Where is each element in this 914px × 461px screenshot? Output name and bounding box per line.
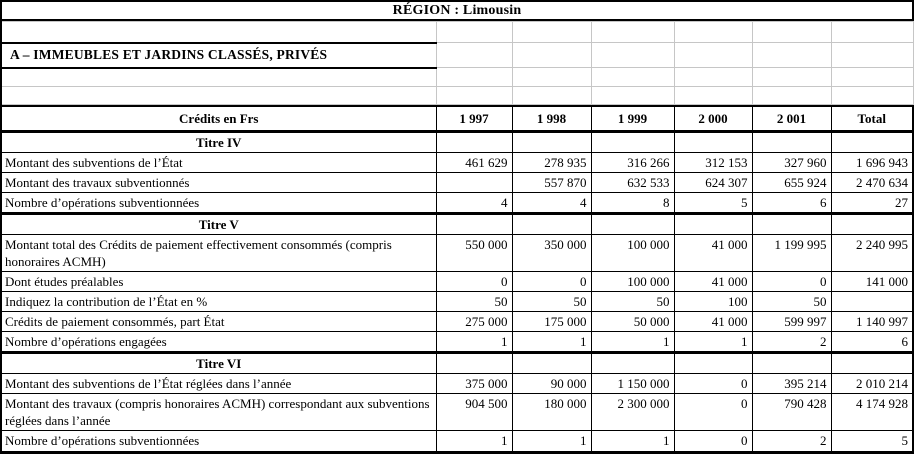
value-cell: 557 870 bbox=[512, 172, 591, 192]
empty-value-cell bbox=[591, 352, 674, 373]
top-grid bbox=[0, 21, 914, 105]
empty-cell bbox=[591, 87, 674, 105]
year-column-header: 2 001 bbox=[752, 106, 831, 131]
data-row bbox=[1, 430, 913, 452]
section-row bbox=[1, 131, 913, 152]
value-cell: 6 bbox=[752, 192, 831, 213]
section-title-cell: Titre V bbox=[1, 213, 436, 234]
value-cell: 175 000 bbox=[512, 311, 591, 331]
value-cell: 2 470 634 bbox=[831, 172, 913, 192]
row-label-cell: Indiquez la contribution de l’État en % bbox=[1, 291, 436, 311]
empty-cell bbox=[436, 43, 512, 68]
value-cell: 180 000 bbox=[512, 393, 591, 430]
data-row bbox=[1, 234, 913, 271]
empty-cell bbox=[1, 22, 436, 43]
value-cell: 50 000 bbox=[591, 311, 674, 331]
row-label-cell: Nombre d’opérations subventionnées bbox=[1, 192, 436, 213]
value-cell: 41 000 bbox=[674, 271, 752, 291]
value-cell: 41 000 bbox=[674, 311, 752, 331]
data-row bbox=[1, 373, 913, 393]
value-cell: 141 000 bbox=[831, 271, 913, 291]
value-cell: 624 307 bbox=[674, 172, 752, 192]
value-cell: 599 997 bbox=[752, 311, 831, 331]
empty-value-cell bbox=[512, 213, 591, 234]
section-title-cell: Titre IV bbox=[1, 131, 436, 152]
empty-value-cell bbox=[512, 131, 591, 152]
empty-value-cell bbox=[831, 291, 913, 311]
value-cell: 0 bbox=[512, 271, 591, 291]
empty-cell bbox=[831, 87, 913, 105]
empty-row bbox=[1, 22, 914, 43]
value-cell: 2 300 000 bbox=[591, 393, 674, 430]
value-cell: 100 000 bbox=[591, 234, 674, 271]
value-cell: 395 214 bbox=[752, 373, 831, 393]
value-cell: 1 140 997 bbox=[831, 311, 913, 331]
empty-cell bbox=[752, 22, 831, 43]
value-cell: 2 010 214 bbox=[831, 373, 913, 393]
empty-row bbox=[1, 68, 914, 87]
empty-cell bbox=[512, 87, 591, 105]
year-column-header: Total bbox=[831, 106, 913, 131]
empty-value-cell bbox=[752, 352, 831, 373]
data-row bbox=[1, 172, 913, 192]
row-label-cell: Montant des subventions de l’État bbox=[1, 152, 436, 172]
empty-value-cell bbox=[674, 213, 752, 234]
empty-value-cell bbox=[674, 352, 752, 373]
value-cell: 350 000 bbox=[512, 234, 591, 271]
year-column-header: 2 000 bbox=[674, 106, 752, 131]
credits-table bbox=[0, 105, 914, 454]
value-cell: 100 000 bbox=[591, 271, 674, 291]
value-cell: 41 000 bbox=[674, 234, 752, 271]
value-cell: 0 bbox=[674, 373, 752, 393]
year-column-header: 1 998 bbox=[512, 106, 591, 131]
value-cell: 1 bbox=[512, 430, 591, 452]
empty-value-cell bbox=[591, 213, 674, 234]
section-row bbox=[1, 352, 913, 373]
section-heading: A – IMMEUBLES ET JARDINS CLASSÉS, PRIVÉS bbox=[1, 43, 436, 68]
empty-row bbox=[1, 87, 914, 105]
data-row bbox=[1, 152, 913, 172]
data-row bbox=[1, 393, 913, 430]
empty-cell bbox=[831, 68, 913, 87]
value-cell: 1 696 943 bbox=[831, 152, 913, 172]
value-cell: 50 bbox=[436, 291, 512, 311]
value-cell: 1 199 995 bbox=[752, 234, 831, 271]
data-row bbox=[1, 331, 913, 352]
empty-cell bbox=[752, 87, 831, 105]
row-label-cell: Nombre d’opérations subventionnées bbox=[1, 430, 436, 452]
value-cell: 1 bbox=[436, 331, 512, 352]
empty-cell bbox=[436, 68, 512, 87]
row-label-cell: Montant des travaux (compris honoraires ACMH) correspondant aux subventions réglées dans l’année bbox=[1, 393, 436, 430]
year-column-header: 1 997 bbox=[436, 106, 512, 131]
value-cell: 904 500 bbox=[436, 393, 512, 430]
data-row bbox=[1, 311, 913, 331]
value-cell: 327 960 bbox=[752, 152, 831, 172]
value-cell: 790 428 bbox=[752, 393, 831, 430]
empty-cell bbox=[436, 87, 512, 105]
empty-value-cell bbox=[436, 213, 512, 234]
value-cell: 4 174 928 bbox=[831, 393, 913, 430]
value-cell: 278 935 bbox=[512, 152, 591, 172]
empty-value-cell bbox=[674, 131, 752, 152]
region-title: RÉGION : Limousin bbox=[392, 3, 522, 18]
value-cell: 375 000 bbox=[436, 373, 512, 393]
value-cell: 1 bbox=[674, 331, 752, 352]
empty-value-cell bbox=[436, 352, 512, 373]
row-label-cell: Montant des travaux subventionnés bbox=[1, 172, 436, 192]
empty-value-cell bbox=[512, 352, 591, 373]
value-cell: 50 bbox=[591, 291, 674, 311]
empty-cell bbox=[512, 68, 591, 87]
value-cell: 1 bbox=[591, 430, 674, 452]
value-cell: 1 bbox=[512, 331, 591, 352]
data-row bbox=[1, 192, 913, 213]
value-cell: 655 924 bbox=[752, 172, 831, 192]
empty-cell bbox=[752, 68, 831, 87]
empty-value-cell bbox=[591, 131, 674, 152]
row-label-cell: Crédits de paiement consommés, part État bbox=[1, 311, 436, 331]
value-cell: 1 bbox=[436, 430, 512, 452]
empty-cell bbox=[591, 22, 674, 43]
corner-header: Crédits en Frs bbox=[1, 106, 436, 131]
empty-cell bbox=[674, 22, 752, 43]
value-cell: 1 bbox=[591, 331, 674, 352]
value-cell: 0 bbox=[674, 393, 752, 430]
empty-cell bbox=[1, 68, 436, 87]
value-cell: 316 266 bbox=[591, 152, 674, 172]
value-cell: 2 bbox=[752, 331, 831, 352]
section-row bbox=[1, 213, 913, 234]
empty-cell bbox=[512, 43, 591, 68]
value-cell: 8 bbox=[591, 192, 674, 213]
row-label-cell: Dont études préalables bbox=[1, 271, 436, 291]
empty-cell bbox=[591, 68, 674, 87]
empty-cell bbox=[752, 43, 831, 68]
value-cell: 632 533 bbox=[591, 172, 674, 192]
value-cell: 100 bbox=[674, 291, 752, 311]
empty-value-cell bbox=[831, 213, 913, 234]
section-title-cell: Titre VI bbox=[1, 352, 436, 373]
value-cell: 50 bbox=[512, 291, 591, 311]
empty-value-cell bbox=[752, 131, 831, 152]
empty-value-cell bbox=[752, 213, 831, 234]
row-label-cell: Nombre d’opérations engagées bbox=[1, 331, 436, 352]
data-row bbox=[1, 291, 913, 311]
value-cell: 6 bbox=[831, 331, 913, 352]
value-cell: 4 bbox=[512, 192, 591, 213]
value-cell: 5 bbox=[831, 430, 913, 452]
value-cell: 90 000 bbox=[512, 373, 591, 393]
empty-cell bbox=[436, 22, 512, 43]
empty-value-cell bbox=[831, 352, 913, 373]
value-cell: 4 bbox=[436, 192, 512, 213]
value-cell: 5 bbox=[674, 192, 752, 213]
value-cell: 0 bbox=[436, 271, 512, 291]
year-column-header: 1 999 bbox=[591, 106, 674, 131]
value-cell: 1 150 000 bbox=[591, 373, 674, 393]
empty-cell bbox=[674, 87, 752, 105]
value-cell: 2 240 995 bbox=[831, 234, 913, 271]
row-label-cell: Montant total des Crédits de paiement effectivement consommés (compris honoraires ACMH) bbox=[1, 234, 436, 271]
value-cell: 0 bbox=[674, 430, 752, 452]
value-cell: 550 000 bbox=[436, 234, 512, 271]
value-cell: 461 629 bbox=[436, 152, 512, 172]
empty-cell bbox=[674, 68, 752, 87]
empty-cell bbox=[512, 22, 591, 43]
value-cell: 312 153 bbox=[674, 152, 752, 172]
empty-value-cell bbox=[436, 131, 512, 152]
section-heading-row bbox=[1, 43, 914, 68]
table-header-row bbox=[1, 106, 913, 131]
row-label-cell: Montant des subventions de l’État réglées dans l’année bbox=[1, 373, 436, 393]
empty-value-cell bbox=[436, 172, 512, 192]
value-cell: 27 bbox=[831, 192, 913, 213]
empty-cell bbox=[591, 43, 674, 68]
value-cell: 275 000 bbox=[436, 311, 512, 331]
value-cell: 0 bbox=[752, 271, 831, 291]
data-row bbox=[1, 271, 913, 291]
value-cell: 2 bbox=[752, 430, 831, 452]
empty-value-cell bbox=[831, 131, 913, 152]
empty-cell bbox=[831, 43, 913, 68]
empty-cell bbox=[674, 43, 752, 68]
region-title-bar bbox=[0, 0, 914, 21]
value-cell: 50 bbox=[752, 291, 831, 311]
empty-cell bbox=[1, 87, 436, 105]
empty-cell bbox=[831, 22, 913, 43]
